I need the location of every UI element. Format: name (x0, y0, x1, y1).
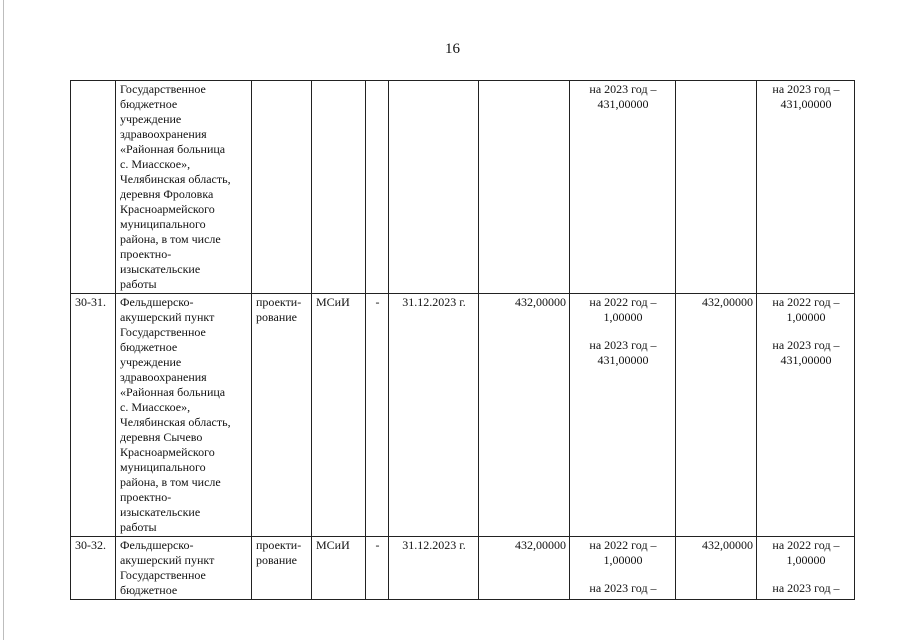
objects-table (70, 80, 855, 600)
budget-2023: на 2023 год – 431,00000 (772, 338, 840, 367)
table-row (71, 537, 855, 600)
total-amount (676, 81, 757, 294)
total-amount: 432,00000 (676, 537, 757, 600)
row-number (71, 81, 116, 294)
financing-2022: на 2022 год – 1,00000 (589, 538, 657, 567)
work-type: проекти- рование (252, 294, 312, 537)
total-amount: 432,00000 (676, 294, 757, 537)
budget-by-year (757, 537, 855, 600)
object-name: Фельдшерско- акушерский пункт Государственное бюджетное (116, 537, 252, 600)
budget-by-year (757, 81, 855, 294)
financing-2023: на 2023 год – (589, 581, 657, 595)
financing-by-year (570, 81, 676, 294)
budget-2022: на 2022 год – 1,00000 (772, 295, 840, 324)
object-name: Фельдшерско- акушерский пункт Государственное бюджетное учреждение здравоохранения «Районная больница с. Миасское», Челябинская область, деревня Сычево Красноармейского муниципального района, в том числе проектно- изыскательские работы (116, 294, 252, 537)
row-number: 30-32. (71, 537, 116, 600)
dash-cell (366, 81, 389, 294)
estimated-cost (479, 81, 570, 294)
table-row (71, 81, 855, 294)
estimated-cost: 432,00000 (479, 294, 570, 537)
estimated-cost: 432,00000 (479, 537, 570, 600)
financing-2023: на 2023 год – 431,00000 (589, 82, 657, 111)
work-type (252, 81, 312, 294)
financing-2022: на 2022 год – 1,00000 (589, 295, 657, 324)
ministry-code (312, 81, 366, 294)
financing-by-year (570, 294, 676, 537)
budget-2022: на 2022 год – 1,00000 (772, 538, 840, 567)
work-type: проекти- рование (252, 537, 312, 600)
dash-cell: - (366, 537, 389, 600)
deadline-date: 31.12.2023 г. (389, 294, 479, 537)
object-name: Государственное бюджетное учреждение здравоохранения «Районная больница с. Миасское», Челябинская область, деревня Фроловка Красноармейского муниципального района, в том числе проектно- изыскательские работы (116, 81, 252, 294)
dash-cell: - (366, 294, 389, 537)
page-margin-line (3, 0, 4, 640)
financing-by-year (570, 537, 676, 600)
financing-2023: на 2023 год – 431,00000 (589, 338, 657, 367)
budget-2023: на 2023 год – (772, 581, 840, 595)
deadline-date: 31.12.2023 г. (389, 537, 479, 600)
deadline-date (389, 81, 479, 294)
ministry-code: МСиИ (312, 537, 366, 600)
ministry-code: МСиИ (312, 294, 366, 537)
table-row (71, 294, 855, 537)
page-number: 16 (445, 41, 460, 57)
row-number: 30-31. (71, 294, 116, 537)
budget-by-year (757, 294, 855, 537)
budget-2023: на 2023 год – 431,00000 (772, 82, 840, 111)
